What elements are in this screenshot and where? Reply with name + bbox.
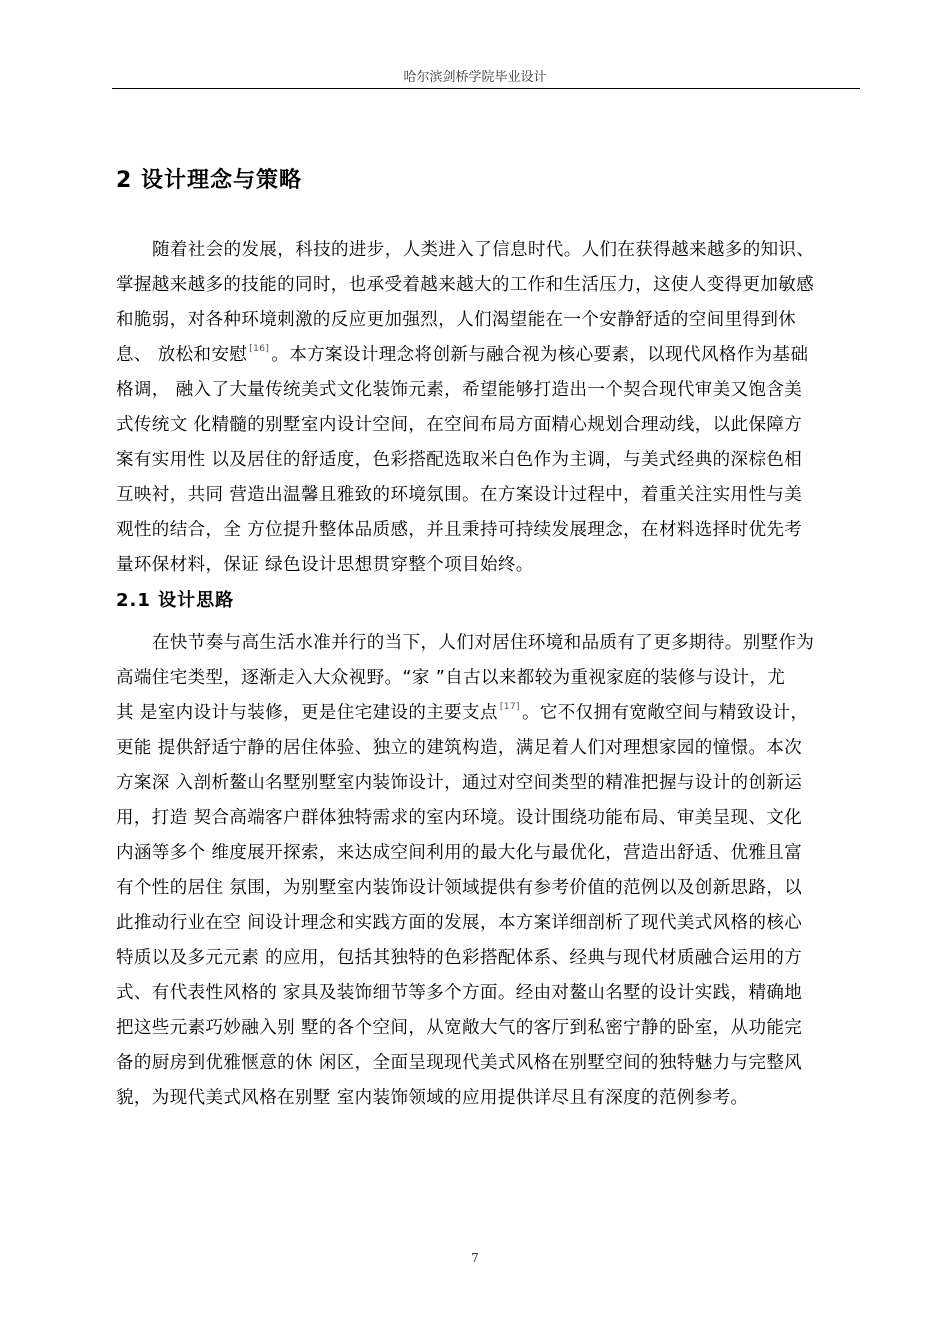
citation-ref: [16]	[249, 344, 270, 354]
citation-ref: [17]	[499, 702, 520, 712]
paragraph-line: 在快节奏与高生活水准并行的当下，人们对居住环境和品质有了更多期待。别墅作为	[152, 633, 815, 653]
paragraph-line: 高端住宅类型，逐渐走入大众视野。“家 ”自古以来都较为重视家庭的装修与设计，尤	[116, 668, 786, 688]
paragraph-line: 观性的结合，全 方位提升整体品质感，并且秉持可持续发展理念，在材料选择时优先考	[116, 520, 803, 540]
paragraph-line: 有个性的居住 氛围，为别墅室内装饰设计领域提供有参考价值的范例以及创新思路，以	[116, 878, 803, 898]
paragraph-line: 案有实用性 以及居住的舒适度，色彩搭配选取米白色作为主调，与美式经典的深棕色相	[116, 450, 803, 470]
paragraph-line: 用，打造 契合高端客户群体独特需求的室内环境。设计围绕功能布局、审美呈现、文化	[116, 808, 803, 828]
paragraph-line: 内涵等多个 维度展开探索，来达成空间利用的最大化与最优化，营造出舒适、优雅且富	[116, 843, 803, 863]
page-number: 7	[471, 1251, 479, 1265]
paragraph-line: 格调， 融入了大量传统美式文化装饰元素，希望能够打造出一个契合现代审美又饱含美	[116, 380, 803, 400]
paragraph-line: 掌握越来越多的技能的同时，也承受着越来越大的工作和生活压力，这使人变得更加敏感	[116, 275, 815, 295]
line-text-tail: 。本方案设计理念将创新与融合视为核心要素，以现代风格作为基础	[271, 345, 809, 365]
paragraph-line: 方案深 入剖析鳌山名墅别墅室内装饰设计，通过对空间类型的精准把握与设计的创新运	[116, 773, 803, 793]
paragraph-line: 备的厨房到优雅惬意的休 闲区，全面呈现现代美式风格在别墅空间的独特魅力与完整风	[116, 1053, 803, 1073]
section-heading: 2.1 设计思路	[116, 590, 235, 611]
page-header-title: 哈尔滨剑桥学院毕业设计	[403, 70, 547, 85]
paragraph-line-with-citation	[116, 699, 808, 724]
paragraph-line: 式、有代表性风格的 家具及装饰细节等多个方面。经由对鳌山名墅的设计实践，精确地	[116, 983, 803, 1003]
paragraph-line: 特质以及多元元素 的应用，包括其独特的色彩搭配体系、经典与现代材质融合运用的方	[116, 948, 803, 968]
paragraph-line: 此推动行业在空 间设计理念和实践方面的发展，本方案详细剖析了现代美式风格的核心	[116, 913, 803, 933]
paragraph-line: 量环保材料，保证 绿色设计思想贯穿整个项目始终。	[116, 555, 534, 575]
paragraph-line-with-citation	[116, 341, 808, 366]
paragraph-line: 和脆弱，对各种环境刺激的反应更加强烈，人们渴望能在一个安静舒适的空间里得到休	[116, 310, 797, 330]
paragraph-line: 随着社会的发展，科技的进步，人类进入了信息时代。人们在获得越来越多的知识、	[152, 240, 815, 260]
line-text: 其 是室内设计与装修，更是住宅建设的主要支点	[116, 703, 498, 723]
chapter-heading: 2 设计理念与策略	[116, 168, 302, 193]
header-divider	[112, 88, 860, 89]
line-text-tail: 。它不仅拥有宽敞空间与精致设计，	[521, 703, 809, 723]
paragraph-line: 更能 提供舒适宁静的居住体验、独立的建筑构造，满足着人们对理想家园的憧憬。本次	[116, 738, 803, 758]
paragraph-line: 式传统文 化精髓的别墅室内设计空间，在空间布局方面精心规划合理动线，以此保障方	[116, 415, 803, 435]
paragraph-line: 互映衬，共同 营造出温馨且雅致的环境氛围。在方案设计过程中，着重关注实用性与美	[116, 485, 803, 505]
paragraph-line: 把这些元素巧妙融入别 墅的各个空间，从宽敞大气的客厅到私密宁静的卧室，从功能完	[116, 1018, 803, 1038]
paragraph-line: 貌，为现代美式风格在别墅 室内装饰领域的应用提供详尽且有深度的范例参考。	[116, 1088, 749, 1108]
line-text: 息、 放松和安慰	[116, 345, 248, 365]
